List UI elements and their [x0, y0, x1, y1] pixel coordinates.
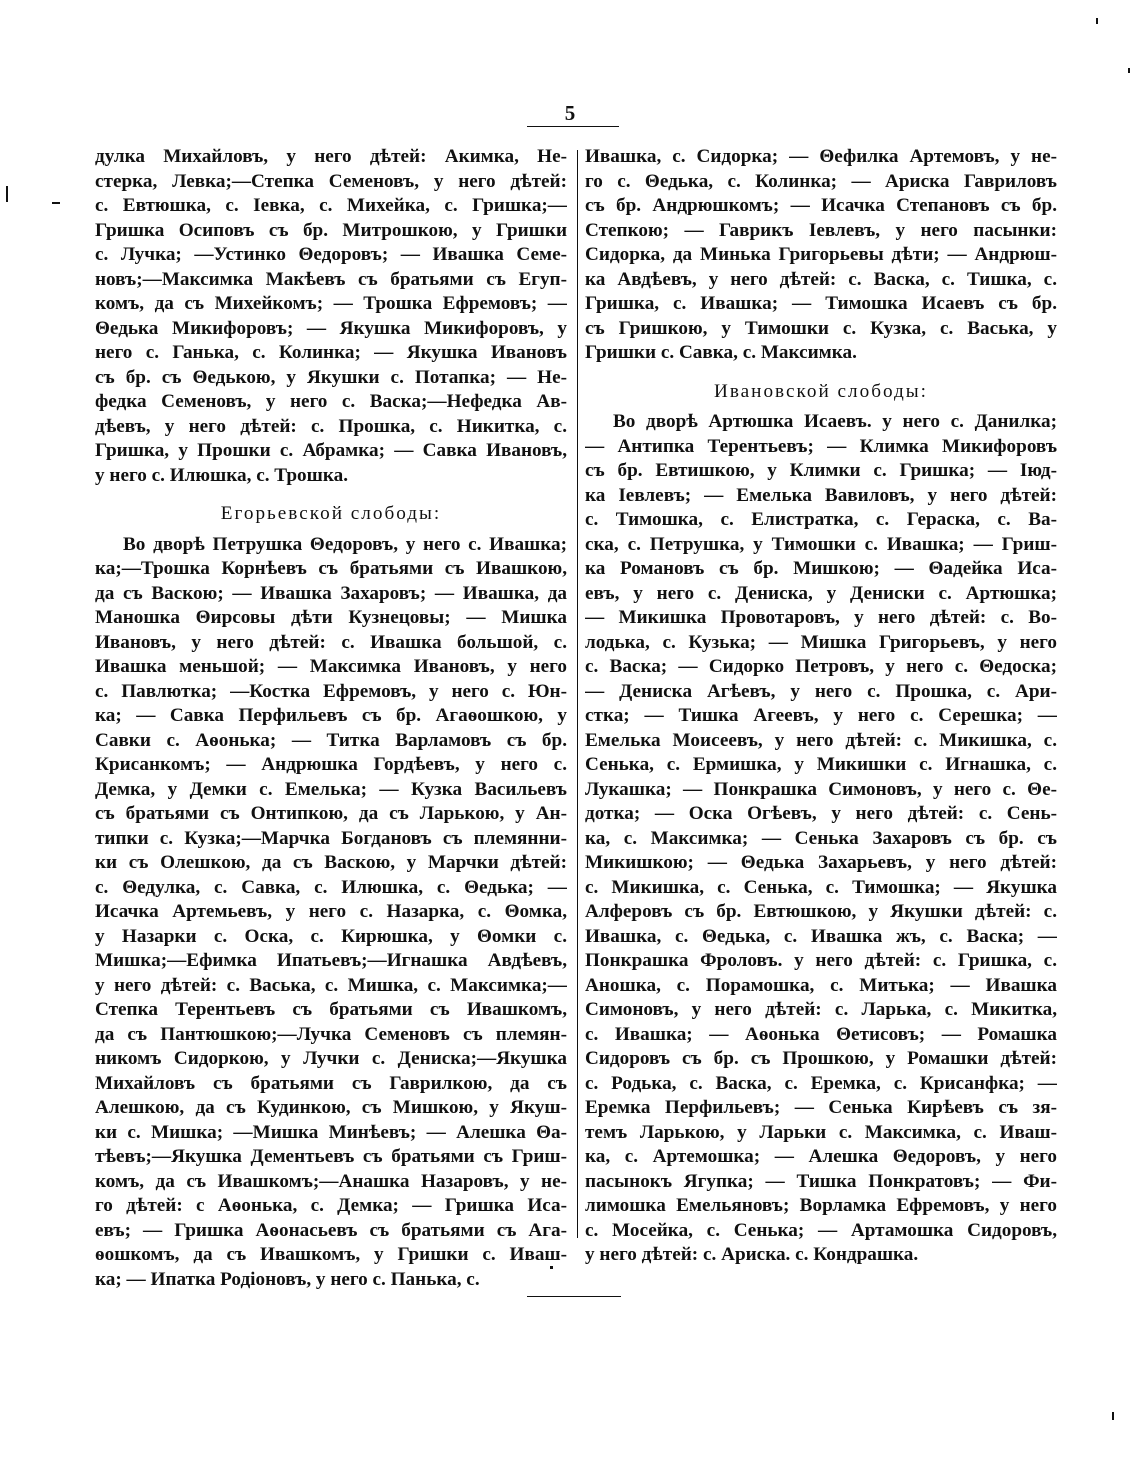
top-rule	[527, 126, 619, 127]
text-line: Степка Терентьевъ съ братьями съ Ивашкомъ,	[95, 999, 567, 1020]
text-line: Гришка, у Прошки с. Абрамка; — Савка Ивановъ,	[95, 440, 567, 461]
text-line: стка; — Тишка Агеевъ, у него с. Серешка; —	[585, 705, 1057, 726]
left-column	[95, 145, 567, 1292]
scan-speck	[550, 1266, 553, 1269]
text-line: лимошка Емельяновъ; Ворламка Ефремовъ, у него	[585, 1195, 1057, 1216]
text-line: тѣевъ;—Якушка Дементьевъ съ братьями съ Гриш-	[95, 1146, 567, 1167]
text-line: ки съ Олешкою, да съ Васкою, у Марчки дѣтей:	[95, 852, 567, 873]
text-line: лодька, с. Кузька; — Мишка Григорьевъ, у него	[585, 631, 1057, 653]
column-divider	[577, 150, 578, 1238]
text-line: Лукашка; — Понкрашка Симоновъ, у него с. Θе-	[585, 778, 1057, 800]
text-line: съ бр. съ Θедькою, у Якушки с. Потапка; — Не-	[95, 366, 567, 388]
text-line: — Дениска Агѣевъ, у него с. Прошка, с. Ари-	[585, 680, 1057, 702]
text-line: Емелька Моисеевъ, у него дѣтей: с. Микишка, с.	[585, 729, 1057, 751]
scan-speck	[52, 202, 60, 204]
text-line: Гришка, с. Ивашка; — Тимошка Исаевъ съ бр.	[585, 293, 1057, 314]
text-line: Гришка Осиповъ съ бр. Митрошкою, у Гришки	[95, 219, 567, 241]
text-line: дѣевъ, у него дѣтей: с. Прошка, с. Никитка, с.	[95, 415, 567, 437]
text-line: Понкрашка Фроловъ. у него дѣтей: с. Гришка, с.	[585, 950, 1057, 971]
text-line: съ Гришкою, у Тимошки с. Кузка, с. Васька, у	[585, 317, 1057, 339]
text-line: Сидорка, да Минька Григорьевы дѣти; — Андрюш-	[585, 244, 1057, 265]
text-line: федка Семеновъ, у него с. Васка;—Нефедка Ав-	[95, 391, 567, 412]
text-line: Аношка, с. Порамошка, с. Митька; — Ивашка	[585, 974, 1057, 996]
text-line: ка Романовъ съ бр. Мишкою; — Θадейка Иса-	[585, 558, 1057, 579]
text-line: комъ, да съ Михейкомъ; — Трошка Ефремовъ; —	[95, 293, 567, 314]
text-line: Крисанкомъ; — Андрюшка Гордѣевъ, у него с.	[95, 754, 567, 775]
text-line: темъ Ларькою, у Ларьки с. Максимка, с. Иваш-	[585, 1121, 1057, 1143]
text-line: ка, с. Максимка; — Сенька Захаровъ съ бр. съ	[585, 827, 1057, 849]
text-line: ска, с. Петрушка, у Тимошки с. Ивашка; — Гриш-	[585, 533, 1057, 555]
text-line: с. Тимошка, с. Елистратка, с. Гераска, с. Ва-	[585, 509, 1057, 530]
bottom-rule	[527, 1296, 621, 1297]
text-line: Демка, у Демки с. Емелька; — Кузка Васильевъ	[95, 778, 567, 800]
text-line: у него с. Илюшка, с. Трошка.	[95, 464, 348, 486]
text-line: евъ, у него с. Дениска, у Дениски с. Артюшка;	[585, 582, 1057, 604]
text-line: никомъ Сидоркою, у Лучки с. Дениска;—Якушка	[95, 1048, 567, 1069]
text-line: дулка Михайловъ, у него дѣтей: Акимка, Не-	[95, 146, 567, 167]
text-line: Гришки с. Савка, с. Максимка.	[585, 342, 857, 363]
text-line: Еремка Перфильевъ; — Сенька Кирѣевъ съ зя-	[585, 1097, 1057, 1118]
text-line: с. Евтюшка, с. Іевка, с. Михейка, с. Гришка;—	[95, 195, 567, 216]
text-line: Симоновъ, у него дѣтей: с. Ларька, с. Микитка,	[585, 999, 1057, 1020]
text-line: с. Θедулка, с. Савка, с. Илюшка, с. Θедька; —	[95, 876, 567, 898]
text-line: комъ, да съ Ивашкомъ;—Анашка Назаровъ, у не-	[95, 1170, 567, 1192]
section-heading: Ивановской слободы:	[714, 380, 928, 402]
text-line: дотка; — Оска Огѣевъ, у него дѣтей: с. Сень-	[585, 803, 1057, 824]
text-line: у него дѣтей: с. Ариска. с. Кондрашка.	[585, 1244, 919, 1265]
text-line: ка;—Трошка Корнѣевъ съ братьями съ Ивашкою,	[95, 558, 567, 579]
text-line: Михайловъ съ братьями съ Гаврилкою, да съ	[95, 1072, 567, 1094]
text-line: ка; — Савка Перфильевъ съ бр. Агаѳошкою, у	[95, 705, 567, 726]
text-line: — Антипка Терентьевъ; — Климка Микифоровъ	[585, 435, 1057, 457]
text-line: Ивановъ, у него дѣтей: с. Ивашка большой, с.	[95, 631, 567, 653]
text-line: Исачка Артемьевъ, у него с. Назарка, с. Θомка,	[95, 901, 567, 922]
text-line: Во дворѣ Артюшка Исаевъ. у него с. Данилка;	[613, 411, 1057, 432]
text-line: типки с. Кузка;—Марчка Богдановъ съ племянни-	[95, 827, 567, 849]
scan-speck	[6, 186, 8, 202]
text-line: Степкою; — Гаврикъ Іевлевъ, у него пасынки:	[585, 219, 1057, 241]
text-line: с. Мосейка, с. Сенька; — Артамошка Сидоровъ,	[585, 1219, 1057, 1241]
text-line: пасынокъ Ягупка; — Тишка Понкратовъ; — Фи-	[585, 1170, 1057, 1192]
text-line: Ивашка, с. Сидорка; — Θефилка Артемовъ, у не-	[585, 146, 1057, 167]
text-line: с. Павлютка; —Костка Ефремовъ, у него с. Юн-	[95, 680, 567, 702]
text-line: Алешкою, да съ Кудинкою, съ Мишкою, у Якуш-	[95, 1097, 567, 1118]
text-line: Алферовъ съ бр. Евтюшкою, у Якушки дѣтей: с.	[585, 901, 1057, 922]
scan-speck	[1128, 68, 1130, 73]
text-line: ки с. Мишка; —Мишка Минѣевъ; — Алешка Θа-	[95, 1121, 567, 1143]
text-line: съ братьями съ Онтипкою, да съ Ларькою, у Ан-	[95, 803, 567, 824]
text-line: Маношка Θирсовы дѣти Кузнецовы; — Мишка	[95, 607, 567, 628]
text-line: новъ;—Максимка Макѣевъ съ братьями съ Егуп-	[95, 268, 567, 290]
text-line: с. Микишка, с. Сенька, с. Тимошка; — Якушка	[585, 876, 1057, 898]
text-line: ка, с. Артемошка; — Алешка Θедоровъ, у него	[585, 1146, 1057, 1167]
text-line: с. Лучка; —Устинко Θедоровъ; — Ивашка Семе-	[95, 244, 567, 265]
text-line: Мишка;—Ефимка Ипатьевъ;—Игнашка Авдѣевъ,	[95, 950, 567, 971]
text-line: него с. Ганька, с. Колинка; — Якушка Ивановъ	[95, 342, 567, 363]
page-number: 5	[564, 101, 576, 125]
text-line: ка; — Ипатка Родіоновъ, у него с. Панька, с.	[95, 1268, 480, 1290]
section-heading: Егорьевской слободы:	[220, 503, 442, 524]
text-line: Во дворѣ Петрушка Θедоровъ, у него с. Ивашка;	[123, 533, 567, 555]
text-line: ѳошкомъ, да съ Ивашкомъ, у Гришки с. Иваш-	[95, 1244, 567, 1265]
text-line: стерка, Левка;—Степка Семеновъ, у него дѣтей:	[95, 170, 567, 192]
text-line: у Назарки с. Оска, с. Кирюшка, у Θомки с.	[95, 925, 567, 947]
text-line: Микишкою; — Θедька Захарьевъ, у него дѣтей:	[585, 852, 1057, 873]
text-line: го с. Θедька, с. Колинка; — Ариска Гавриловъ	[585, 170, 1057, 192]
text-line: Ивашка меньшой; — Максимка Ивановъ, у него	[95, 656, 567, 677]
text-line: ка Авдѣевъ, у него дѣтей: с. Васка, с. Тишка, с.	[585, 268, 1057, 290]
text-line: Савки с. Аѳонька; — Титка Варламовъ съ бр.	[95, 729, 567, 751]
text-line: да съ Васкою; — Ивашка Захаровъ; — Ивашка, да	[95, 582, 567, 604]
text-line: съ бр. Андрюшкомъ; — Исачка Степановъ съ бр.	[585, 195, 1057, 216]
text-line: с. Родька, с. Васка, с. Еремка, с. Крисанфка; —	[585, 1072, 1057, 1094]
text-line: съ бр. Евтишкою, у Климки с. Гришка; — Іюд-	[585, 460, 1057, 481]
text-line: го дѣтей: с Аѳонька, с. Демка; — Гришка Иса-	[95, 1195, 567, 1216]
text-line: евъ; — Гришка Аѳонасьевъ съ братьями съ Ага-	[95, 1219, 567, 1241]
scan-speck	[1096, 18, 1098, 24]
text-line: с. Васка; — Сидорко Петровъ, у него с. Θедоска;	[585, 656, 1057, 677]
text-line: с. Ивашка; — Аѳонька Θетисовъ; — Ромашка	[585, 1023, 1057, 1045]
text-line: да съ Пантюшкою;—Лучка Семеновъ съ племян-	[95, 1023, 567, 1045]
scan-speck	[1112, 1412, 1114, 1420]
text-line: Сидоровъ съ бр. съ Прошкою, у Ромашки дѣтей:	[585, 1048, 1057, 1069]
text-line: у него дѣтей: с. Васька, с. Мишка, с. Максимка;—	[95, 974, 567, 996]
text-line: Θедька Микифоровъ; — Якушка Микифоровъ, у	[95, 317, 567, 339]
text-line: — Микишка Провотаровъ, у него дѣтей: с. Во-	[585, 607, 1057, 628]
text-line: ка Іевлевъ; — Емелька Вавиловъ, у него дѣтей:	[585, 484, 1057, 506]
text-line: Ивашка, с. Θедька, с. Ивашка жъ, с. Васка; —	[585, 925, 1057, 947]
right-column	[585, 145, 1057, 1268]
text-line: Сенька, с. Ермишка, у Микишки с. Игнашка, с.	[585, 754, 1057, 775]
